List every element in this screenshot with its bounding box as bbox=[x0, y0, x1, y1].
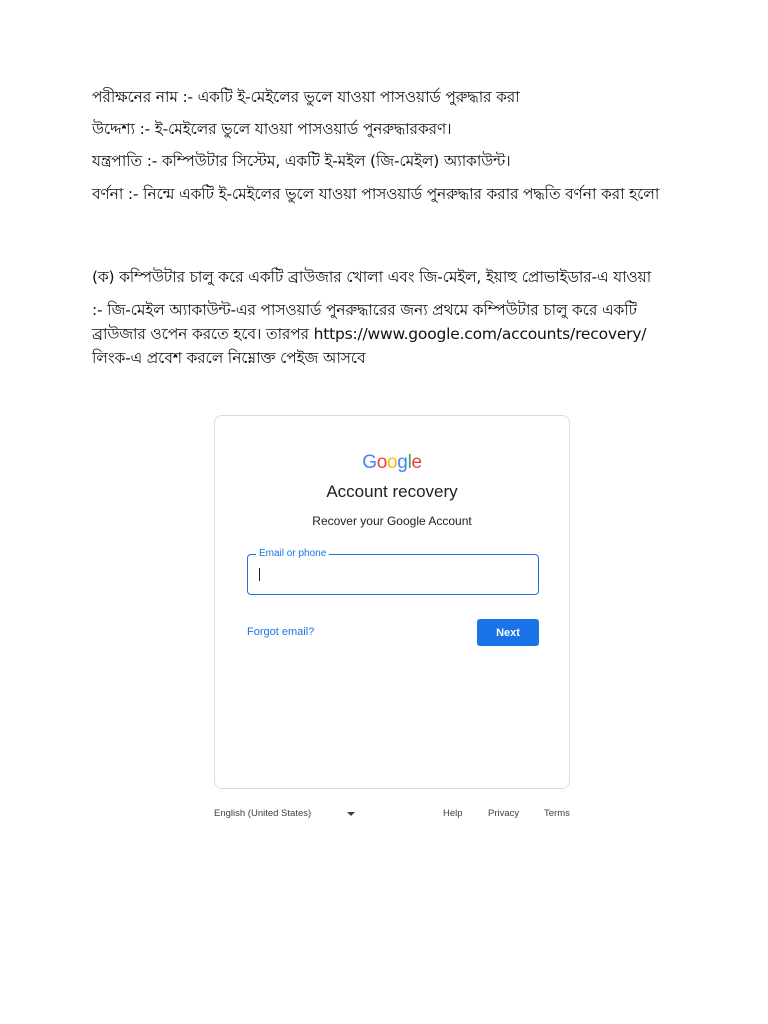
account-recovery-card bbox=[214, 415, 570, 789]
terms-link[interactable]: Terms bbox=[544, 808, 570, 819]
equipment: যন্ত্রপাতি :- কম্পিউটার সিস্টেম, একটি ই-মইল (জি-মেইল) অ্যাকাউন্ট। bbox=[92, 152, 511, 170]
privacy-link[interactable]: Privacy bbox=[488, 808, 520, 819]
logo-letter: l bbox=[407, 452, 412, 473]
description: বর্ণনা :- নিন্মে একটি ই-মেইলের ভুলে যাওয়া পাসওয়ার্ড পুনরুদ্ধার করার পদ্ধতি বর্ণনা করা হলো bbox=[92, 185, 660, 203]
next-button[interactable]: Next bbox=[477, 619, 539, 646]
objective: উদ্দেশ্য :- ই-মেইলের ভুলে যাওয়া পাসওয়ার্ড পুনরুদ্ধারকরণ। bbox=[92, 120, 452, 138]
logo-letter: G bbox=[362, 452, 377, 473]
email-field[interactable] bbox=[247, 548, 539, 595]
forgot-email-link[interactable]: Forgot email? bbox=[247, 626, 315, 638]
footer bbox=[214, 808, 570, 822]
experiment-name: পরীক্ষনের নাম :- একটি ই-মেইলের ভুলে যাওয়া পাসওয়ার্ড পুরুদ্ধার করা bbox=[92, 88, 520, 106]
page-title: Account recovery bbox=[326, 482, 458, 501]
page-subtitle: Recover your Google Account bbox=[312, 514, 472, 528]
step-description: :- জি-মেইল অ্যাকাউন্ট-এর পাসওয়ার্ড পুনরুদ্ধারের জন্য প্রথমে কম্পিউটার চালু করে একটি ব্রাউজার ওপেন করতে হবে। তারপর https://www.google.com/accounts/recovery/ লিংক-এ প্রবেশ করলে নিম্নোক্ত পেইজ আসবে bbox=[92, 301, 647, 367]
help-link[interactable]: Help bbox=[443, 808, 463, 819]
logo-letter: e bbox=[411, 452, 422, 473]
dropdown-arrow-icon[interactable] bbox=[347, 812, 355, 816]
email-input[interactable] bbox=[258, 565, 528, 583]
google-logo bbox=[215, 452, 569, 474]
logo-letter: o bbox=[387, 452, 398, 473]
logo-letter: g bbox=[397, 452, 408, 473]
step-heading: (ক) কম্পিউটার চালু করে একটি ব্রাউজার খোলা এবং জি-মেইল, ইয়াহু প্রোভাইডার-এ যাওয়া bbox=[92, 268, 652, 286]
language-select[interactable]: English (United States) bbox=[214, 808, 312, 819]
logo-letter: o bbox=[376, 452, 387, 473]
email-field-label: Email or phone bbox=[256, 548, 329, 560]
text-cursor bbox=[259, 568, 260, 581]
